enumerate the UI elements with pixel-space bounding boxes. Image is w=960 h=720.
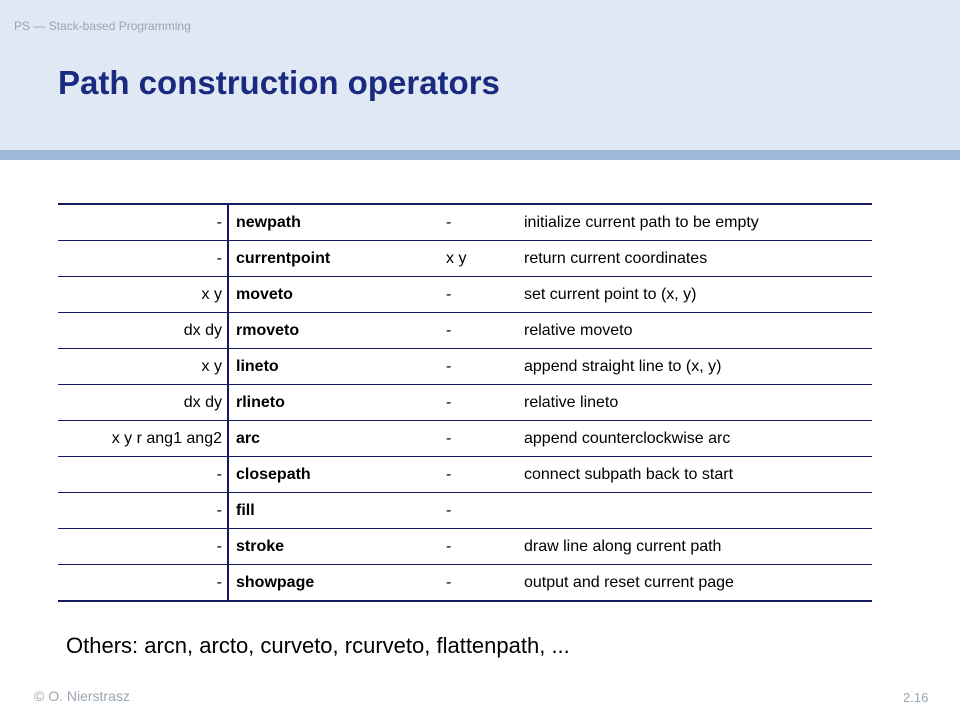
result-cell: - <box>446 573 452 591</box>
operand-cell: - <box>58 241 228 277</box>
operator-cell: stroke <box>228 529 436 565</box>
table-row <box>58 349 872 385</box>
description-cell: relative lineto <box>514 385 872 421</box>
result-cell: - <box>436 277 514 313</box>
operator-cell: fill <box>228 493 436 529</box>
table-row <box>58 277 872 313</box>
others-note: Others: arcn, arcto, curveto, rcurveto, flattenpath, ... <box>66 633 570 658</box>
result-cell: x y <box>436 241 514 277</box>
operator-cell: lineto <box>228 349 436 385</box>
operator-cell: closepath <box>228 457 436 493</box>
table-row <box>58 529 872 565</box>
description-cell: return current coordinates <box>514 241 872 277</box>
table-row <box>58 313 872 349</box>
page-number: 2.16 <box>903 690 929 705</box>
description-cell <box>514 493 872 529</box>
operand-cell: - <box>58 204 228 241</box>
operator-cell: rlineto <box>228 385 436 421</box>
table-row <box>58 565 872 602</box>
operator-cell: rmoveto <box>228 313 436 349</box>
description-cell: relative moveto <box>514 313 872 349</box>
operator-cell: moveto <box>228 277 436 313</box>
table-row <box>58 493 872 529</box>
description-cell: output and reset current page <box>524 573 734 591</box>
author-credit: © O. Nierstrasz <box>34 688 130 704</box>
header-divider <box>0 150 960 160</box>
table-row <box>58 204 872 241</box>
result-cell: - <box>436 529 514 565</box>
description-cell: append straight line to (x, y) <box>514 349 872 385</box>
description-cell: set current point to (x, y) <box>514 277 872 313</box>
operator-cell: showpage <box>236 573 315 591</box>
operand-cell: x y r ang1 ang2 <box>58 421 228 457</box>
result-cell: - <box>436 204 514 241</box>
description-cell: initialize current path to be empty <box>514 204 872 241</box>
table-row <box>58 241 872 277</box>
result-cell: - <box>436 385 514 421</box>
result-cell: - <box>436 493 514 529</box>
operand-cell: - <box>58 493 228 529</box>
operand-cell: - <box>58 565 228 602</box>
table-row <box>58 421 872 457</box>
description-cell: draw line along current path <box>514 529 872 565</box>
table-row <box>58 457 872 493</box>
result-cell: - <box>436 457 514 493</box>
description-cell: append counterclockwise arc <box>514 421 872 457</box>
course-label: PS — Stack-based Programming <box>14 19 191 33</box>
operator-cell: arc <box>228 421 436 457</box>
result-cell: - <box>436 349 514 385</box>
operand-cell: dx dy <box>58 313 228 349</box>
slide-title: Path construction operators <box>58 64 500 101</box>
operand-cell: - <box>58 457 228 493</box>
operand-cell: x y <box>58 349 228 385</box>
operand-cell: dx dy <box>58 385 228 421</box>
operand-cell: x y <box>58 277 228 313</box>
operators-table <box>58 203 872 602</box>
description-cell: connect subpath back to start <box>514 457 872 493</box>
operator-cell: newpath <box>228 204 436 241</box>
operator-cell: currentpoint <box>228 241 436 277</box>
result-cell: - <box>436 313 514 349</box>
operand-cell: - <box>58 529 228 565</box>
result-cell: - <box>436 421 514 457</box>
table-row <box>58 385 872 421</box>
